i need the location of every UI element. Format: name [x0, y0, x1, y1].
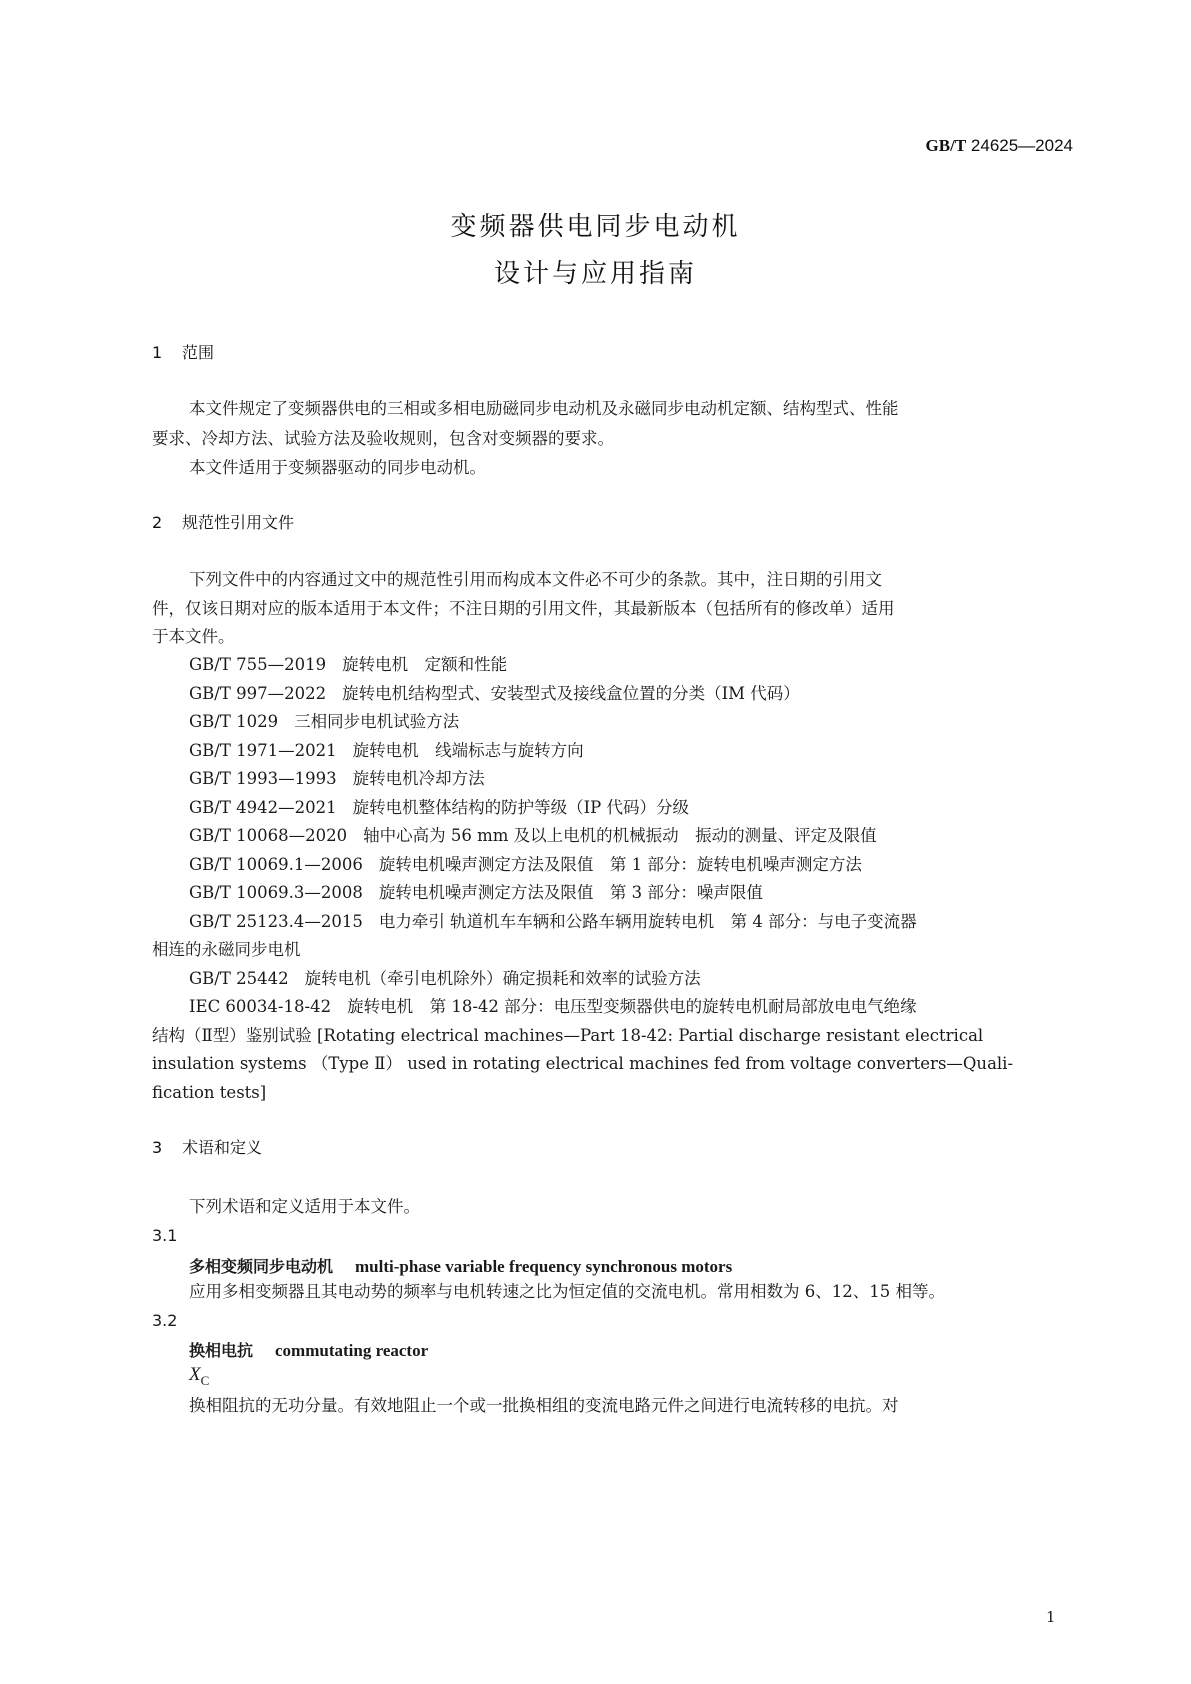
term-heading: 多相变频同步电动机 multi-phase variable frequency synchronous motors: [189, 1257, 733, 1276]
scope-paragraph-2: 本文件适用于变频器驱动的同步电动机。: [189, 458, 486, 477]
term-definition: 换相阻抗的无功分量。有效地阻止一个或一批换相组的变流电路元件之间进行电流转移的电抗。对: [189, 1396, 899, 1415]
reference-item: GB/T 25123.4—2015 电力牵引 轨道机车车辆和公路车辆用旋转电机 第 4 部分：与电子变流器: [189, 912, 917, 931]
references-intro-line1: 下列文件中的内容通过文中的规范性引用而构成本文件必不可少的条款。其中，注日期的引用文: [189, 570, 882, 589]
reference-item: GB/T 1971—2021 旋转电机 线端标志与旋转方向: [189, 741, 584, 760]
section-heading-scope: 1 范围: [152, 343, 215, 362]
reference-item-continuation: fication tests]: [152, 1083, 267, 1102]
term-number: 3.2: [152, 1311, 178, 1330]
standard-prefix: GB/T: [925, 136, 967, 155]
reference-item: GB/T 1993—1993 旋转电机冷却方法: [189, 769, 485, 788]
reference-item-continuation: 结构（Ⅱ型）鉴别试验 [Rotating electrical machines—Part 18-42: Partial discharge resistant electrical: [152, 1026, 984, 1045]
references-intro-line3: 于本文件。: [152, 627, 235, 646]
standard-number: 24625—2024: [970, 136, 1073, 155]
term-number: 3.1: [152, 1226, 178, 1245]
references-intro-line2: 件，仅该日期对应的版本适用于本文件；不注日期的引用文件，其最新版本（包括所有的修改单）适用: [152, 599, 895, 618]
reference-item: GB/T 4942—2021 旋转电机整体结构的防护等级（IP 代码）分级: [189, 798, 689, 817]
section-heading-terms-definitions: 3 术语和定义: [152, 1138, 263, 1157]
reference-item: GB/T 1029 三相同步电机试验方法: [189, 712, 460, 731]
reference-item: GB/T 25442 旋转电机（牵引电机除外）确定损耗和效率的试验方法: [189, 969, 701, 988]
reference-item: GB/T 10068—2020 轴中心高为 56 mm 及以上电机的机械振动 振动的测量、评定及限值: [189, 826, 877, 845]
term-definition: 应用多相变频器且其电动势的频率与电机转速之比为恒定值的交流电机。常用相数为 6、12、15 相等。: [189, 1282, 945, 1301]
page-number: 1: [1046, 1608, 1056, 1626]
reference-item: GB/T 997—2022 旋转电机结构型式、安装型式及接线盒位置的分类（IM 代码）: [189, 684, 800, 703]
document-title-line2: 设计与应用指南: [493, 259, 697, 289]
reference-item: GB/T 10069.3—2008 旋转电机噪声测定方法及限值 第 3 部分：噪声限值: [189, 883, 763, 902]
term-heading: 换相电抗 commutating reactor: [189, 1341, 429, 1360]
scope-paragraph-1: 本文件规定了变频器供电的三相或多相电励磁同步电动机及永磁同步电动机定额、结构型式、性能: [189, 399, 899, 418]
reference-item: GB/T 10069.1—2006 旋转电机噪声测定方法及限值 第 1 部分：旋转电机噪声测定方法: [189, 855, 862, 874]
term-symbol: $X_C$: [189, 1364, 210, 1388]
reference-item: GB/T 755—2019 旋转电机 定额和性能: [189, 655, 508, 674]
reference-item: IEC 60034-18-42 旋转电机 第 18-42 部分：电压型变频器供电的旋转电机耐局部放电电气绝缘: [189, 997, 917, 1016]
scope-paragraph-1-cont: 要求、冷却方法、试验方法及验收规则，包含对变频器的要求。: [152, 429, 614, 448]
reference-item-continuation: insulation systems （Type Ⅱ） used in rotating electrical machines fed from voltage converters—Quali-: [152, 1054, 1014, 1073]
reference-item-continuation: 相连的永磁同步电机: [152, 940, 301, 959]
standard-code: [926, 136, 1073, 156]
document-title-line1: 变频器供电同步电动机: [450, 212, 741, 242]
terms-intro: 下列术语和定义适用于本文件。: [189, 1197, 420, 1216]
section-heading-normative-references: 2 规范性引用文件: [152, 513, 295, 532]
